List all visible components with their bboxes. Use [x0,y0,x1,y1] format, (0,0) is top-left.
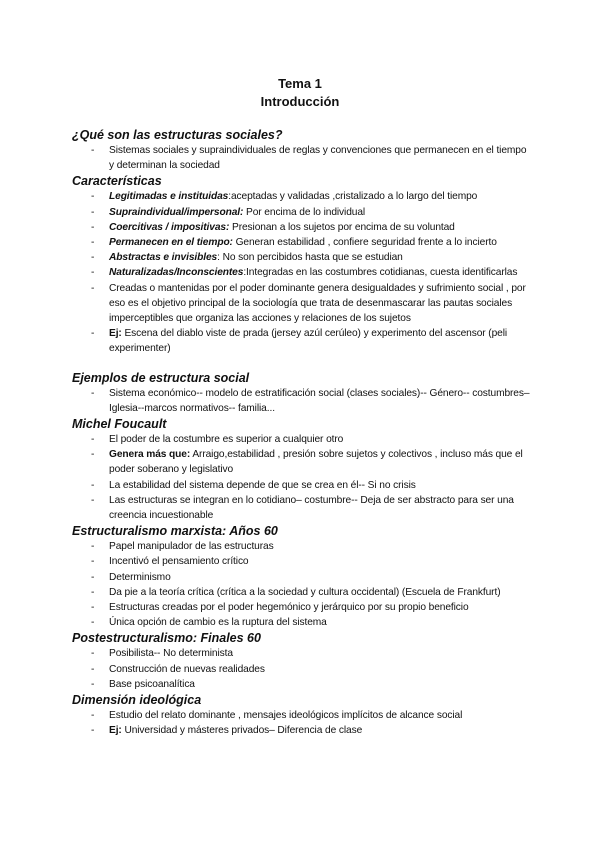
item-term: Naturalizadas/Inconscientes [109,267,244,279]
list-item: - El poder de la costumbre es superior a cualquier otro [72,432,532,447]
page-title: Tema 1 [278,76,322,91]
list-item: - Las estructuras se integran en lo cotidiano– costumbre-- Deja de ser abstracto para ser una creencia incuestionable [72,493,532,523]
section-heading: Estructuralismo marxista: Años 60 [72,524,278,539]
page-subtitle: Introducción [260,94,340,109]
list-item: - Genera más que: Arraigo,estabilidad , presión sobre sujetos y colectivos , incluso más que el poder soberano y legislativo [72,447,532,477]
list-item: - Creadas o mantenidas por el poder dominante genera desigualdades y sufrimiento social , por eso es el objetivo principal de la sociología que trata de desenmascarar las pautas sociales imperceptibles que organiza las acciones y relaciones de los sujetos [72,281,532,327]
section-heading: Michel Foucault [72,417,167,432]
list-item: - Única opción de cambio es la ruptura del sistema [72,615,532,630]
bullet-list [72,708,532,738]
bullet-list [72,432,532,523]
section-heading: Características [72,174,162,189]
list-item: - Ej: Escena del diablo viste de prada (jersey azúl cerúleo) y experimento del ascensor (peli experimenter) [72,326,532,356]
list-item: - Sistema económico-- modelo de estratificación social (clases sociales)-- Género-- costumbres– Iglesia--marcos normativos-- familia... [72,386,532,416]
list-item: - Da pie a la teoría crítica (crítica a la sociedad y cultura occidental) (Escuela de Frankfurt) [72,585,532,600]
bullet-list [72,143,532,173]
bullet-list [72,646,532,692]
list-item: - Determinismo [72,570,532,585]
section-heading: ¿Qué son las estructuras sociales? [72,128,283,142]
list-item: - Permanecen en el tiempo: Generan estabilidad , confiere seguridad frente a lo incierto [72,235,532,250]
item-term: Permanecen en el tiempo: [109,237,233,249]
item-term: Ej: [109,725,122,737]
item-term: Ej: [109,328,122,340]
bullet-list [72,539,532,630]
list-item: - Construcción de nuevas realidades [72,662,532,677]
list-item: - Estructuras creadas por el poder hegemónico y jerárquico por su propio beneficio [72,600,532,615]
list-item: - Legitimadas e instituidas:aceptadas y validadas ,cristalizado a lo largo del tiempo [72,189,532,204]
list-item: - Sistemas sociales y supraindividuales de reglas y convenciones que permanecen en el tiempo y determinan la sociedad [72,143,532,173]
list-item: - Posibilista-- No determinista [72,646,532,661]
list-item: - Base psicoanalítica [72,677,532,692]
item-term: Supraindividual/impersonal: [109,206,244,218]
list-item: - Papel manipulador de las estructuras [72,539,532,554]
item-term: Legitimadas e instituidas [109,191,229,203]
item-term: Coercitivas / impositivas: [109,221,230,233]
list-item: - Estudio del relato dominante , mensajes ideológicos implícitos de alcance social [72,708,532,723]
list-item: - Ej: Universidad y másteres privados– Diferencia de clase [72,723,532,738]
section-heading: Ejemplos de estructura social [72,370,250,385]
list-item: - Supraindividual/impersonal: Por encima de lo individual [72,205,532,220]
list-item: - Incentivó el pensamiento crítico [72,554,532,569]
item-term: Abstractas e invisibles [109,252,218,264]
section-heading: Dimensión ideológica [72,693,202,708]
bullet-list [72,386,532,416]
list-item: - Coercitivas / impositivas: Presionan a los sujetos por encima de su voluntad [72,220,532,235]
section-heading: Postestructuralismo: Finales 60 [72,631,261,646]
list-item: - La estabilidad del sistema depende de que se crea en él-- Si no crisis [72,478,532,493]
list-item: - Abstractas e invisibles: No son percibidos hasta que se estudian [72,250,532,265]
document-body [72,127,532,739]
list-item: - Naturalizadas/Inconscientes:Integradas en las costumbres cotidianas, cuesta identificarlas [72,265,532,280]
bullet-list [72,189,532,356]
item-term: Genera más que: [109,449,191,461]
